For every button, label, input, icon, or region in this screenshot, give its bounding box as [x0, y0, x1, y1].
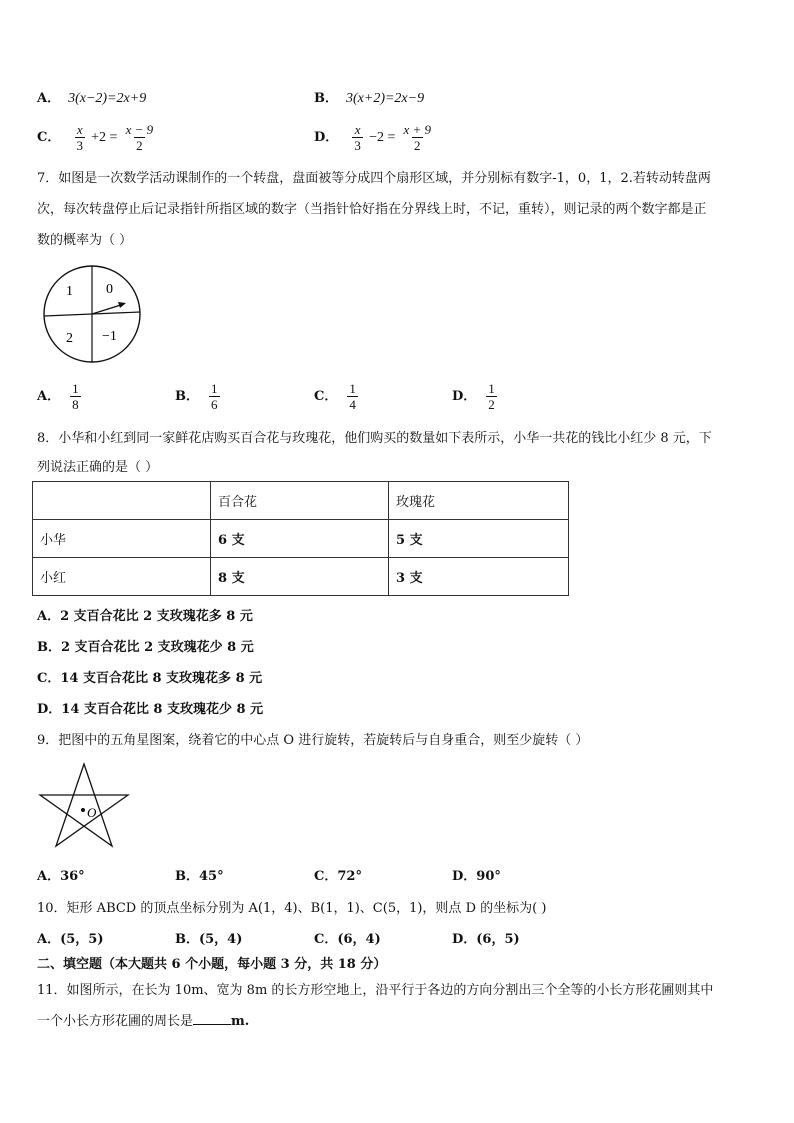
q7-option-b: B． $\frac{1}{6}$ — [175, 381, 218, 412]
q6-option-d: D． $\frac{x}{3}$ −2 = $\frac{x + 9}{2}$ — [314, 122, 432, 153]
q8-option-c: C．14 支百合花比 8 支玫瑰花多 8 元 — [37, 671, 263, 686]
table-row — [33, 558, 569, 596]
q7-option-c: C． $\frac{1}{4}$ — [314, 381, 356, 412]
table-header-cell: 百合花 — [211, 482, 389, 520]
star-figure — [38, 761, 132, 851]
answer-blank — [193, 1012, 231, 1025]
q9-option-b: B．45° — [175, 869, 224, 884]
q10-option-b: B．(5，4) — [175, 932, 243, 947]
q8-option-d: D．14 支百合花比 8 支玫瑰花少 8 元 — [37, 702, 264, 717]
q10-option-c: C．(6，4) — [314, 932, 381, 947]
fraction: $\frac{x}{3}$ — [76, 122, 83, 153]
q6-option-c: C． $\frac{x}{3}$ +2 = $\frac{x - 9}{2}$ — [37, 122, 154, 153]
table-cell: 6 支 — [211, 520, 389, 558]
q7-stem-line3: 数的概率为（ ） — [37, 233, 133, 248]
q7-stem-line2: 次，每次转盘停止后记录指针所指区域的数字（当指针恰好指在分界线上时，不记，重转），则记录的两个数字都是正 — [37, 202, 707, 217]
q10-option-a: A．(5，5) — [37, 932, 104, 947]
q7-option-a: A． $\frac{1}{8}$ — [37, 381, 79, 412]
fraction: $\frac{x}{3}$ — [354, 122, 361, 153]
table-cell: 3 支 — [389, 558, 569, 596]
five-pointed-star — [40, 764, 128, 846]
q8-stem-line2: 列说法正确的是（ ） — [37, 460, 159, 475]
q9-option-c: C．72° — [314, 869, 362, 884]
table-cell: 5 支 — [389, 520, 569, 558]
fraction: $\frac{x - 9}{2}$ — [125, 122, 154, 153]
table-cell: 8 支 — [211, 558, 389, 596]
purchase-table — [32, 481, 569, 596]
q9-option-d: D．90° — [452, 869, 501, 884]
section-2-title: 二、填空题（本大题共 6 个小题，每小题 3 分，共 18 分） — [37, 957, 387, 972]
center-point — [81, 808, 85, 812]
q7-stem-line1: 7．如图是一次数学活动课制作的一个转盘，盘面被等分成四个扇形区域，并分别标有数字-1，0，1，2.若转动转盘两 — [37, 171, 711, 186]
q8-option-a: A．2 支百合花比 2 支玫瑰花多 8 元 — [37, 609, 253, 624]
q10-stem: 10．矩形 ABCD 的顶点坐标分别为 A(1，4)、B(1，1)、C(5，1)，则点 D 的坐标为( ) — [37, 901, 547, 916]
table-cell: 小红 — [33, 558, 211, 596]
table-cell: 小华 — [33, 520, 211, 558]
fraction: $\frac{x + 9}{2}$ — [403, 122, 432, 153]
q9-stem: 9．把图中的五角星图案，绕着它的中心点 O 进行旋转，若旋转后与自身重合，则至少旋转（ ） — [37, 733, 589, 748]
spinner-pointer-arrowhead — [118, 302, 126, 308]
q6-option-b: B． 3(x+2)=2x−9 — [314, 91, 425, 106]
q11-stem-line2: 一个小长方形花圃的周长是 m. — [37, 1014, 250, 1029]
q8-option-b: B．2 支百合花比 2 支玫瑰花少 8 元 — [37, 640, 254, 655]
spinner-label-2: 2 — [66, 331, 73, 346]
q9-option-a: A．36° — [37, 869, 85, 884]
q11-stem-line1: 11．如图所示，在长为 10m、宽为 8m 的长方形空地上，沿平行于各边的方向分割出三个全等的小长方形花圃则其中 — [37, 983, 714, 998]
table-header-row — [33, 482, 569, 520]
table-header-cell — [33, 482, 211, 520]
spinner-figure — [40, 262, 144, 366]
spinner-label-1: 1 — [66, 284, 73, 299]
q6-option-a: A． 3(x−2)=2x+9 — [37, 91, 147, 106]
q7-option-d: D． $\frac{1}{2}$ — [452, 381, 495, 412]
q10-option-d: D．(6，5) — [452, 932, 520, 947]
center-label: O — [87, 805, 97, 820]
spinner-label-0: 0 — [106, 282, 113, 297]
table-row — [33, 520, 569, 558]
spinner-label-neg1: −1 — [102, 329, 117, 344]
table-header-cell: 玫瑰花 — [389, 482, 569, 520]
q8-stem-line1: 8．小华和小红到同一家鲜花店购买百合花与玫瑰花，他们购买的数量如下表所示，小华一共花的钱比小红少 8 元，下 — [37, 431, 712, 446]
